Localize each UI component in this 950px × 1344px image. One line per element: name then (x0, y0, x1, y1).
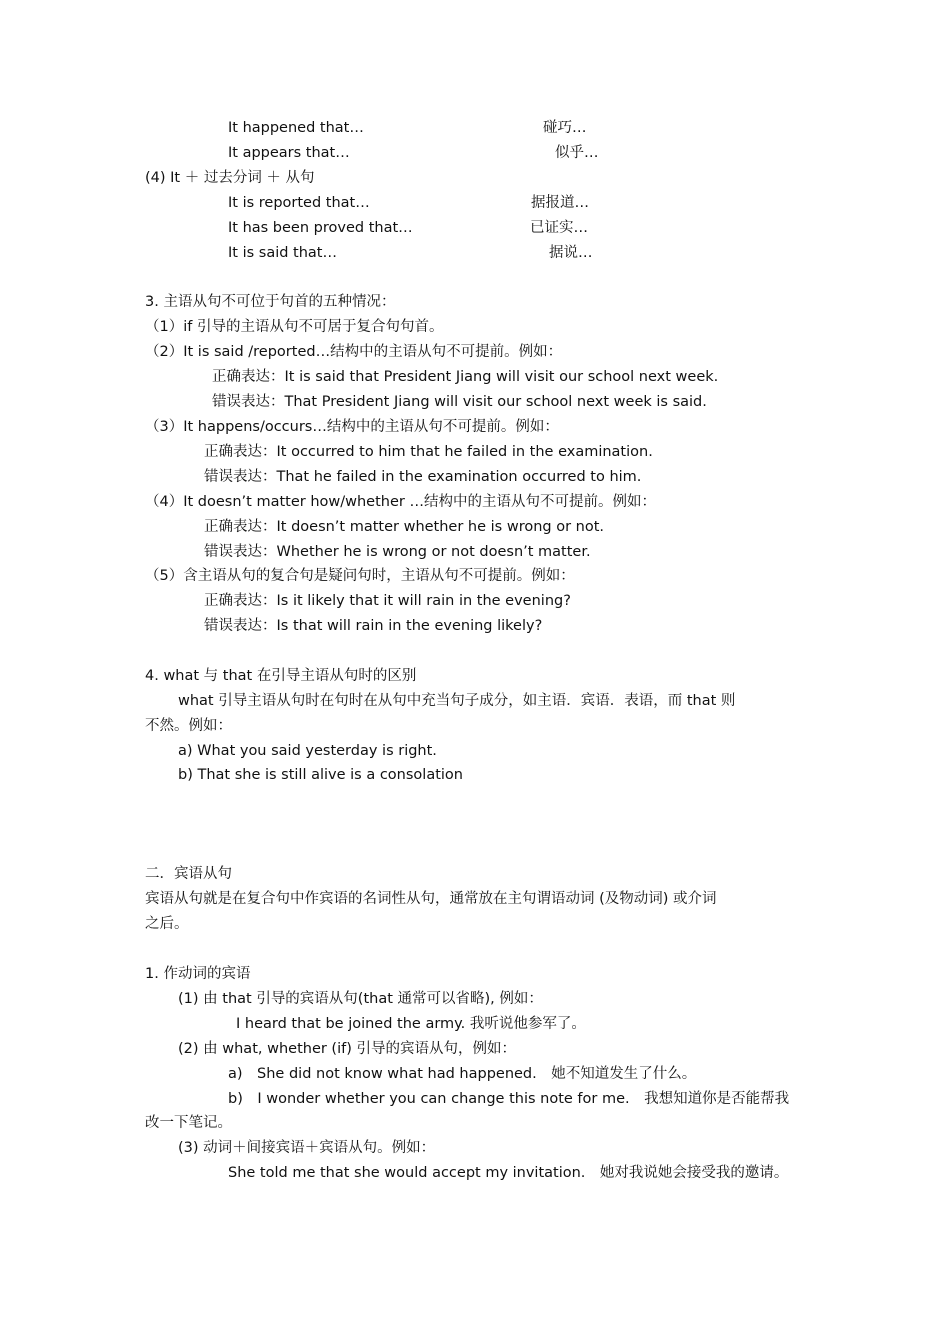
item2-example-a: a) She did not know what had happened. 她不知道发生了什么。 (228, 1066, 697, 1082)
case3-text: （3）It happens/occurs…结构中的主语从句不可提前。例如： (145, 419, 559, 435)
item2-text: (2) 由 what, whether (if) 引导的宾语从句，例如： (178, 1041, 516, 1057)
section3-heading: 3. 主语从句不可位于句首的五种情况： (145, 294, 396, 310)
part2-heading: 二．宾语从句 (145, 866, 232, 882)
example-a: a) What you said yesterday is right. (178, 743, 437, 759)
case1-text: （1）if 引导的主语从句不可居于复合句句首。 (145, 319, 444, 335)
case5-text: （5）含主语从句的复合句是疑问句时，主语从句不可提前。例如： (145, 568, 575, 584)
sub1-heading: 1. 作动词的宾语 (145, 966, 251, 982)
item4-heading: (4) It ＋ 过去分词 ＋ 从句 (145, 170, 315, 186)
case4-correct: 正确表达：It doesn’t matter whether he is wrong or not. (204, 519, 605, 535)
phrase-cn: 碰巧… (543, 120, 587, 136)
item3-text: (3) 动词＋间接宾语＋宾语从句。例如： (178, 1140, 436, 1156)
case5-wrong: 错误表达：Is that will rain in the evening likely? (204, 618, 543, 634)
case4-wrong: 错误表达：Whether he is wrong or not doesn’t matter. (204, 544, 591, 560)
part2-intro: 之后。 (145, 916, 189, 932)
example-b: b) That she is still alive is a consolation (178, 767, 463, 783)
item1-text: (1) 由 that 引导的宾语从句(that 通常可以省略), 例如： (178, 991, 543, 1007)
phrase-cn: 据说… (549, 245, 593, 261)
section4-paragraph: what 引导主语从句时在句时在从句中充当句子成分，如主语．宾语．表语，而 that 则 (178, 693, 736, 709)
item2-example-b-cont: 改一下笔记。 (145, 1115, 232, 1131)
case3-wrong: 错误表达：That he failed in the examination occurred to him. (204, 469, 642, 485)
case5-correct: 正确表达：Is it likely that it will rain in the evening? (204, 593, 571, 609)
case2-wrong: 错误表达：That President Jiang will visit our school next week is said. (212, 394, 707, 410)
item1-example: I heard that be joined the army. 我听说他参军了。 (236, 1016, 586, 1032)
phrase-cn: 已证实… (530, 220, 588, 236)
case2-correct: 正确表达：It is said that President Jiang will visit our school next week. (212, 369, 719, 385)
phrase-en: It is said that… (228, 245, 337, 261)
item2-example-b: b) I wonder whether you can change this note for me. 我想知道你是否能帮我 (228, 1091, 790, 1107)
case3-correct: 正确表达：It occurred to him that he failed in the examination. (204, 444, 653, 460)
case2-text: （2）It is said /reported…结构中的主语从句不可提前。例如： (145, 344, 563, 360)
phrase-cn: 似乎… (555, 145, 599, 161)
part2-intro: 宾语从句就是在复合句中作宾语的名词性从句，通常放在主句谓语动词 (及物动词) 或介词 (145, 891, 717, 907)
item3-example: She told me that she would accept my invitation. 她对我说她会接受我的邀请。 (228, 1165, 789, 1181)
phrase-cn: 据报道… (531, 195, 589, 211)
phrase-en: It appears that… (228, 145, 350, 161)
phrase-en: It is reported that… (228, 195, 370, 211)
case4-text: （4）It doesn’t matter how/whether …结构中的主语从句不可提前。例如： (145, 494, 656, 510)
phrase-en: It happened that… (228, 120, 364, 136)
phrase-en: It has been proved that… (228, 220, 413, 236)
section4-paragraph: 不然。例如： (145, 718, 232, 734)
section4-heading: 4. what 与 that 在引导主语从句时的区别 (145, 668, 417, 684)
